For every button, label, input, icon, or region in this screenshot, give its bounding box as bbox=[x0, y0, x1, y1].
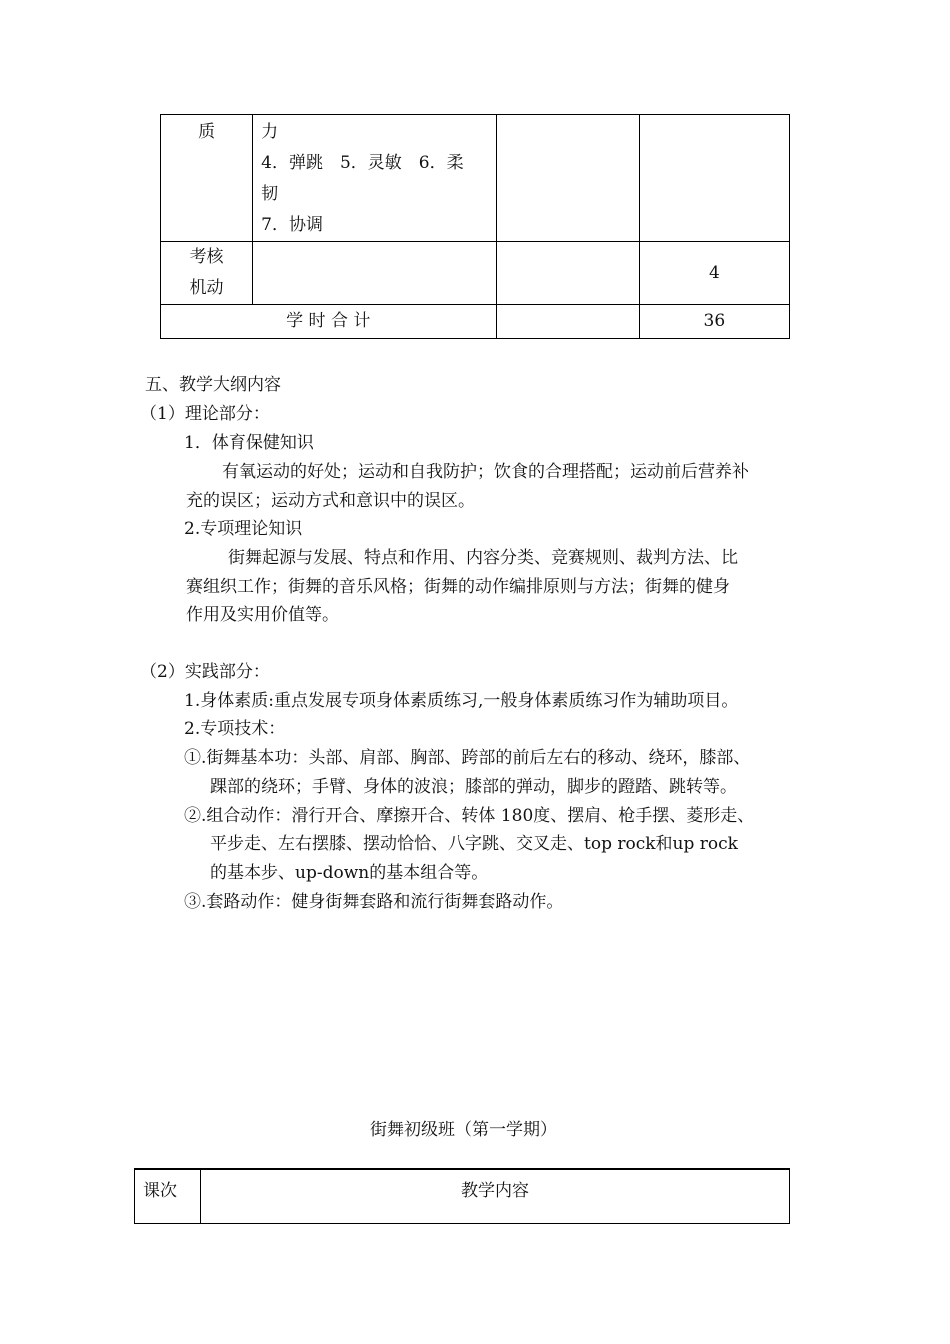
theory-item1-line: 充的误区；运动方式和意识中的误区。 bbox=[186, 491, 475, 511]
course-title: 街舞初级班（第一学期） bbox=[370, 1120, 557, 1140]
practice-sub1-line: ①.街舞基本功：头部、肩部、胸部、跨部的前后左右的移动、绕环，膝部、 bbox=[184, 748, 751, 768]
theory-item2-line: 作用及实用价值等。 bbox=[186, 605, 339, 625]
table-cell bbox=[161, 242, 253, 305]
table-cell-total-label bbox=[161, 305, 497, 339]
header-content: 教学内容 bbox=[201, 1169, 790, 1224]
cell-line: 力 bbox=[261, 122, 279, 142]
hours-table bbox=[160, 114, 790, 339]
course-table bbox=[134, 1168, 790, 1224]
theory-item2-line: 赛组织工作；街舞的音乐风格；街舞的动作编排原则与方法；街舞的健身 bbox=[186, 577, 730, 597]
table-cell bbox=[496, 115, 639, 242]
theory-item2-title: 2.专项理论知识 bbox=[184, 519, 303, 539]
cell-text: 质 bbox=[198, 122, 216, 142]
table-row bbox=[161, 115, 790, 242]
cell-line: 韧 bbox=[261, 184, 279, 204]
practice-item2: 2.专项技术： bbox=[184, 719, 286, 739]
table-cell: 4 bbox=[639, 242, 789, 305]
table-cell-total: 36 bbox=[639, 305, 789, 339]
table-cell bbox=[639, 115, 789, 242]
table-row bbox=[161, 305, 790, 339]
table-cell bbox=[496, 242, 639, 305]
table-row bbox=[161, 242, 790, 305]
theory-item1-title: 1．体育保健知识 bbox=[184, 433, 314, 453]
table-header-row bbox=[135, 1169, 790, 1224]
practice-sub2-line: 的基本步、up-down的基本组合等。 bbox=[210, 863, 489, 883]
theory-item1-line: 有氧运动的好处；运动和自我防护；饮食的合理搭配；运动前后营养补 bbox=[222, 462, 749, 482]
section-heading: 五、教学大纲内容 bbox=[145, 375, 281, 395]
cell-line: 7．协调 bbox=[261, 215, 323, 235]
table-cell bbox=[253, 115, 496, 242]
theory-item2-line: 街舞起源与发展、特点和作用、内容分类、竞赛规则、裁判方法、比 bbox=[228, 548, 738, 568]
practice-sub2-line: ②.组合动作：滑行开合、摩擦开合、转体 180度、摆肩、枪手摆、菱形走、 bbox=[184, 806, 755, 826]
practice-title: （2）实践部分： bbox=[140, 662, 270, 682]
table-cell bbox=[253, 242, 496, 305]
cell-line: 机动 bbox=[189, 278, 224, 298]
practice-sub1-line: 踝部的绕环；手臂、身体的波浪；膝部的弹动，脚步的蹬踏、跳转等。 bbox=[210, 777, 737, 797]
header-lesson: 课次 bbox=[135, 1169, 201, 1224]
table-cell bbox=[161, 115, 253, 242]
table-cell bbox=[496, 305, 639, 339]
cell-line: 4．弹跳 5．灵敏 6．柔 bbox=[261, 153, 464, 173]
practice-item1: 1.身体素质:重点发展专项身体素质练习,一般身体素质练习作为辅助项目。 bbox=[184, 691, 739, 711]
practice-sub2-line: 平步走、左右摆膝、摆动恰恰、八字跳、交叉走、top rock和up rock bbox=[210, 834, 738, 854]
theory-title: （1）理论部分： bbox=[140, 404, 270, 424]
cell-line: 考核 bbox=[189, 247, 224, 267]
practice-sub3: ③.套路动作：健身街舞套路和流行街舞套路动作。 bbox=[184, 892, 564, 912]
total-label: 学 时 合 计 bbox=[286, 311, 371, 331]
